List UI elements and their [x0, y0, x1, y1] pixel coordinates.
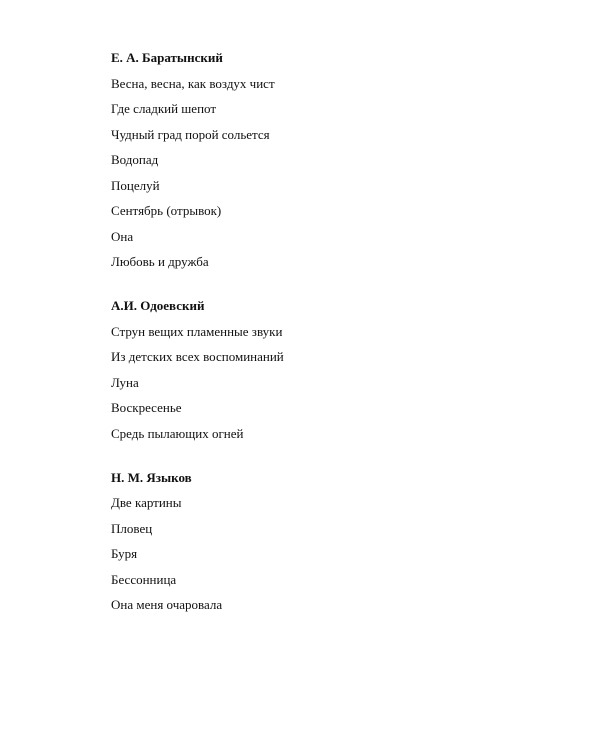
- poem-title: Воскресенье: [111, 400, 182, 415]
- poem-title: Из детских всех воспоминаний: [111, 349, 284, 364]
- poem-title: Чудный град порой сольется: [111, 126, 270, 142]
- poem-title: Весна, весна, как воздух чист: [111, 75, 275, 91]
- poem-title: Луна: [111, 374, 139, 390]
- poem-title: Любовь и дружба: [111, 254, 209, 269]
- poem-title: Водопад: [111, 152, 159, 167]
- poem-list: [111, 74, 551, 272]
- poem-title: Буря: [111, 546, 138, 561]
- poem-title: Она меня очаровала: [111, 597, 223, 612]
- author-section-yazykov: [111, 468, 551, 615]
- poem-list: [111, 322, 551, 443]
- poem-title: Бессонница: [111, 571, 177, 587]
- poem-title: Поцелуй: [111, 177, 160, 193]
- poem-title: Сентябрь (отрывок): [111, 203, 222, 218]
- poem-title: Струн вещих пламенные звуки: [111, 323, 283, 339]
- document-page: [111, 48, 551, 621]
- author-heading: Е. А. Баратынский: [111, 50, 223, 65]
- poem-title: Пловец: [111, 520, 153, 536]
- author-heading: Н. М. Языков: [111, 469, 192, 485]
- poem-title: Две картины: [111, 495, 182, 510]
- author-section-baratynsky: [111, 48, 551, 271]
- author-section-odoevsky: [111, 296, 551, 443]
- author-heading: А.И. Одоевский: [111, 298, 205, 313]
- poem-list: [111, 493, 551, 614]
- poem-title: Где сладкий шепот: [111, 101, 217, 116]
- poem-title: Средь пылающих огней: [111, 425, 244, 441]
- poem-title: Она: [111, 228, 134, 244]
